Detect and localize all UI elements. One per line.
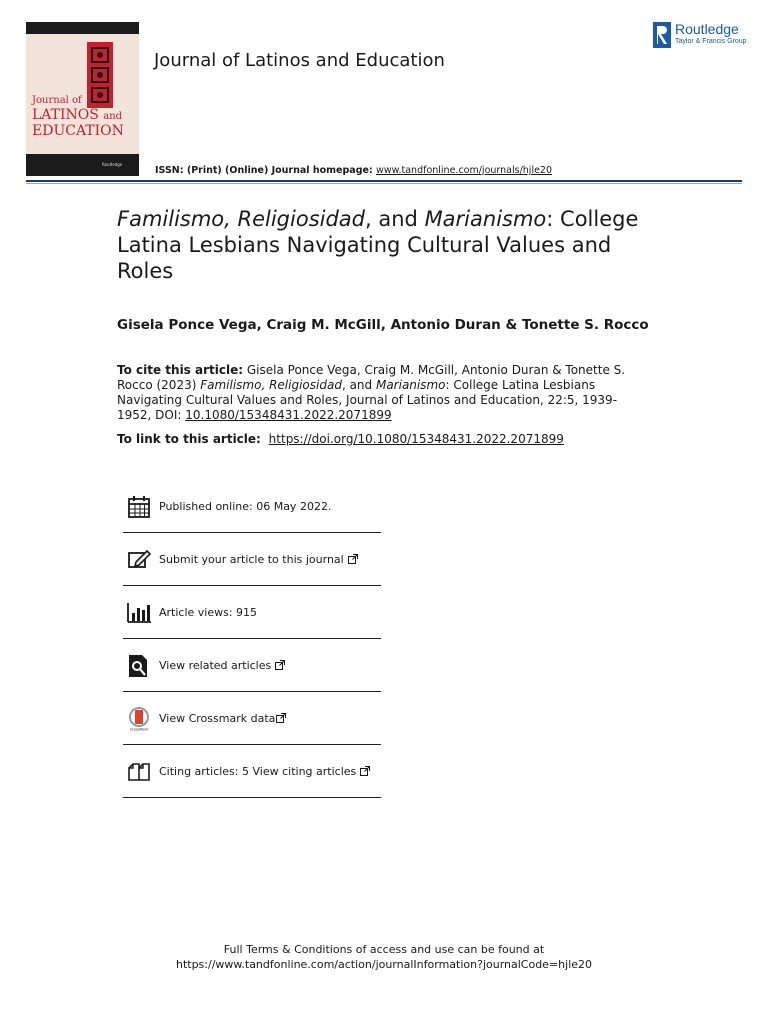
publisher-subtitle: Taylor & Francis Group — [675, 38, 747, 45]
cover-title-and: and — [103, 111, 123, 122]
cover-title-latinos: LATINOS — [32, 107, 99, 123]
link-label: To link to this article: — [117, 432, 261, 446]
crossmark-label — [159, 712, 286, 725]
title-text-2: : College Latina Lesbians Navigating Cultural Values and Roles — [117, 207, 639, 283]
citation-text-a: Gisela Ponce Vega, Craig M. McGill, Antonio Duran & Tonette S. Rocco (2023) — [117, 363, 626, 392]
crossmark-text: View Crossmark data — [159, 712, 276, 725]
related-articles-row[interactable] — [123, 639, 381, 692]
crossmark-row[interactable] — [123, 692, 381, 745]
title-text-1: , and — [365, 207, 425, 231]
header-rule — [26, 180, 742, 182]
cover-title-small: Journal of — [32, 95, 82, 106]
document-search-icon — [127, 654, 151, 678]
related-articles-label — [159, 659, 285, 672]
citation-italic-b: Marianismo — [375, 378, 446, 392]
citation-italic-a: Familismo, Religiosidad — [200, 378, 342, 392]
article-views-text: Article views: 915 — [159, 606, 258, 619]
publisher-name: Routledge — [675, 21, 739, 37]
submit-article-text: Submit your article to this journal — [159, 553, 344, 566]
issn-text: ISSN: (Print) (Online) Journal homepage: — [155, 165, 377, 176]
crossmark-icon — [127, 707, 151, 731]
title-italic-2: Marianismo — [424, 207, 547, 231]
citing-articles-label — [159, 765, 370, 778]
title-italic-1: Familismo, Religiosidad — [117, 207, 366, 231]
citing-documents-icon — [127, 760, 151, 784]
citation-text-c: : College Latina Lesbians Navigating Cultural Values and Roles, Journal of Latinos and Education, 22:5, 1939-1952, DOI: — [117, 378, 618, 422]
related-articles-text: View related articles — [159, 659, 272, 672]
terms-footer — [0, 942, 768, 972]
bar-chart-icon — [127, 601, 151, 625]
citation-block — [117, 363, 637, 423]
external-link-icon — [276, 713, 286, 723]
svg-text:CrossMark: CrossMark — [129, 727, 149, 731]
article-info-list — [123, 480, 381, 798]
article-views-row — [123, 586, 381, 639]
published-online-row — [123, 480, 381, 533]
submit-article-label — [159, 553, 358, 566]
published-online-text: Published online: 06 May 2022. — [159, 500, 332, 513]
citing-articles-text: Citing articles: 5 View citing articles — [159, 765, 357, 778]
cover-publisher: Routledge — [102, 162, 123, 167]
edit-icon — [127, 548, 151, 572]
external-link-icon — [360, 766, 370, 776]
issn-line — [155, 165, 552, 176]
calendar-icon — [127, 495, 151, 519]
journal-cover-image — [26, 22, 139, 176]
article-title — [117, 206, 657, 284]
cover-title-line2: EDUCATION — [32, 123, 124, 139]
cover-title — [32, 96, 124, 138]
terms-url[interactable]: https://www.tandfonline.com/action/journalInformation?journalCode=hjle20 — [175, 958, 593, 971]
article-link-line — [117, 432, 564, 446]
routledge-r-icon — [653, 22, 671, 48]
article-authors: Gisela Ponce Vega, Craig M. McGill, Antonio Duran & Tonette S. Rocco — [117, 317, 649, 333]
cover-title-line1 — [32, 108, 124, 122]
article-doi-url-link[interactable]: https://doi.org/10.1080/15348431.2022.2071899 — [268, 432, 564, 446]
external-link-icon — [348, 554, 358, 564]
routledge-logo — [653, 22, 745, 48]
journal-homepage-link[interactable]: www.tandfonline.com/journals/hjle20 — [376, 165, 553, 176]
citation-text-b: , and — [341, 378, 376, 392]
terms-line-1: Full Terms & Conditions of access and use can be found at — [223, 943, 545, 956]
doi-link[interactable]: 10.1080/15348431.2022.2071899 — [185, 408, 392, 422]
header-rule-thin — [26, 183, 742, 184]
journal-title: Journal of Latinos and Education — [154, 50, 445, 71]
external-link-icon — [275, 660, 285, 670]
citation-label: To cite this article: — [117, 363, 244, 377]
submit-article-row[interactable] — [123, 533, 381, 586]
citing-articles-row[interactable] — [123, 745, 381, 798]
